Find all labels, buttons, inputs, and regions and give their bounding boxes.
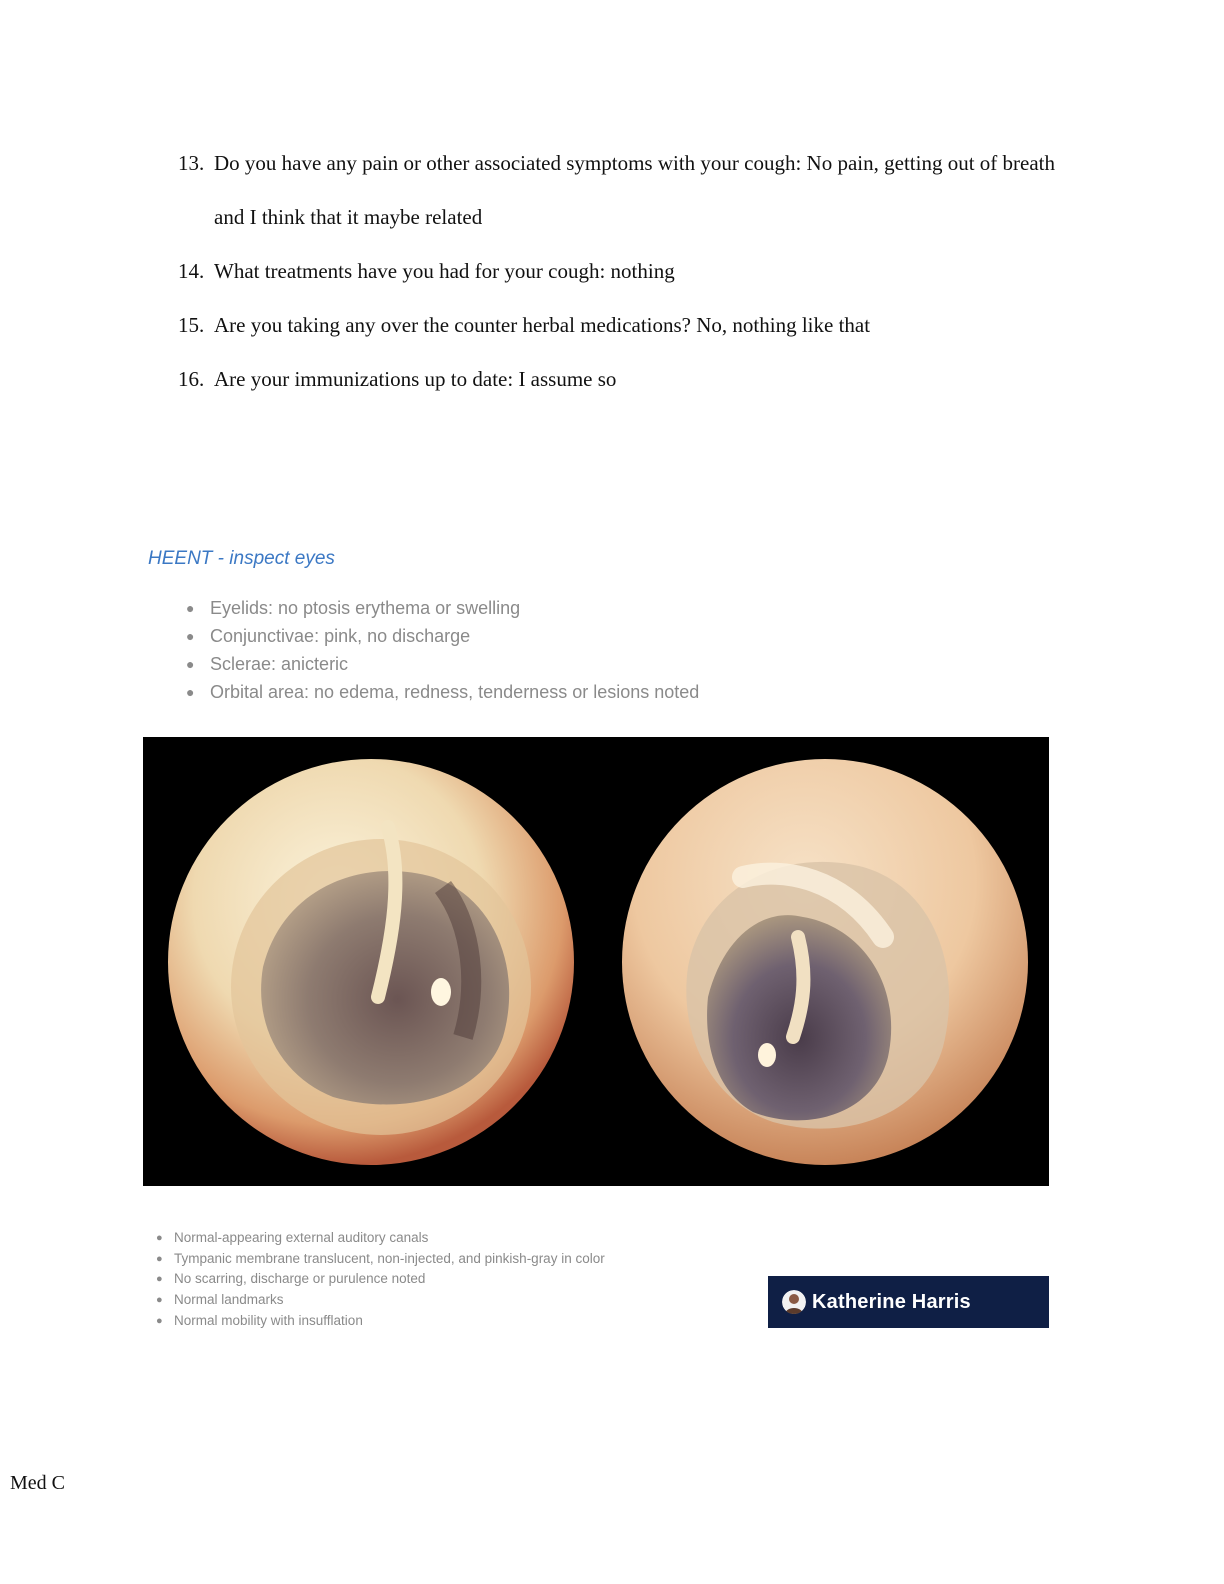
list-item bbox=[156, 1269, 605, 1290]
bullet-icon: ● bbox=[156, 1314, 163, 1327]
bullet-icon: ● bbox=[186, 656, 195, 672]
bullet-icon: ● bbox=[156, 1232, 163, 1244]
bullet-icon: ● bbox=[186, 684, 195, 700]
bullet-icon: ● bbox=[156, 1294, 163, 1307]
name-badge bbox=[768, 1276, 1049, 1328]
question-number: 15. bbox=[178, 313, 205, 337]
list-item bbox=[156, 1249, 605, 1270]
question-text: Do you have any pain or other associated symptoms with your cough: No pain, getting out of breath and I think that it maybe related bbox=[214, 151, 1055, 229]
finding-text: Conjunctivae: pink, no discharge bbox=[210, 626, 471, 646]
list-item bbox=[156, 1311, 605, 1332]
avatar bbox=[782, 1290, 806, 1314]
list-item bbox=[186, 594, 699, 622]
ear-drums-illustration bbox=[143, 737, 1049, 1186]
finding-text: Normal-appearing external auditory canals bbox=[174, 1230, 429, 1245]
question-item bbox=[178, 244, 1058, 298]
person-icon bbox=[782, 1290, 806, 1314]
otoscope-ear-photo bbox=[143, 737, 1049, 1186]
finding-text: Tympanic membrane translucent, non-injected, and pinkish-gray in color bbox=[174, 1250, 605, 1266]
question-text: Are you taking any over the counter herbal medications? No, nothing like that bbox=[214, 313, 871, 337]
finding-text: Eyelids: no ptosis erythema or swelling bbox=[210, 598, 521, 618]
list-item bbox=[156, 1228, 605, 1249]
question-item bbox=[178, 298, 1058, 352]
finding-text: Normal mobility with insufflation bbox=[174, 1312, 363, 1328]
eye-findings-list bbox=[186, 594, 699, 706]
right-ear-view bbox=[622, 759, 1028, 1165]
finding-text: Orbital area: no edema, redness, tenderness or lesions noted bbox=[210, 682, 700, 702]
page-footer: Med C bbox=[10, 1472, 65, 1494]
bullet-icon: ● bbox=[156, 1273, 163, 1286]
finding-text: Sclerae: anicteric bbox=[210, 654, 349, 674]
question-item bbox=[178, 136, 1058, 244]
list-item bbox=[156, 1290, 605, 1311]
list-item bbox=[186, 678, 699, 706]
bullet-icon: ● bbox=[156, 1252, 163, 1265]
finding-text: No scarring, discharge or purulence noted bbox=[174, 1271, 426, 1287]
question-number: 13. bbox=[178, 151, 205, 175]
bullet-icon: ● bbox=[186, 600, 195, 616]
ear-findings-list bbox=[156, 1228, 605, 1332]
question-text: Are your immunizations up to date: I assume so bbox=[214, 367, 617, 391]
list-item bbox=[186, 650, 699, 678]
question-number: 14. bbox=[178, 259, 205, 283]
list-item bbox=[186, 622, 699, 650]
finding-text: Normal landmarks bbox=[174, 1292, 284, 1308]
badge-name: Katherine Harris bbox=[812, 1290, 971, 1313]
question-text: What treatments have you had for your cough: nothing bbox=[214, 259, 675, 283]
left-ear-view bbox=[168, 759, 574, 1165]
question-list bbox=[178, 136, 1058, 406]
question-number: 16. bbox=[178, 367, 205, 391]
bullet-icon: ● bbox=[186, 628, 195, 644]
question-item bbox=[178, 352, 1058, 406]
heent-heading: HEENT - inspect eyes bbox=[148, 548, 335, 569]
